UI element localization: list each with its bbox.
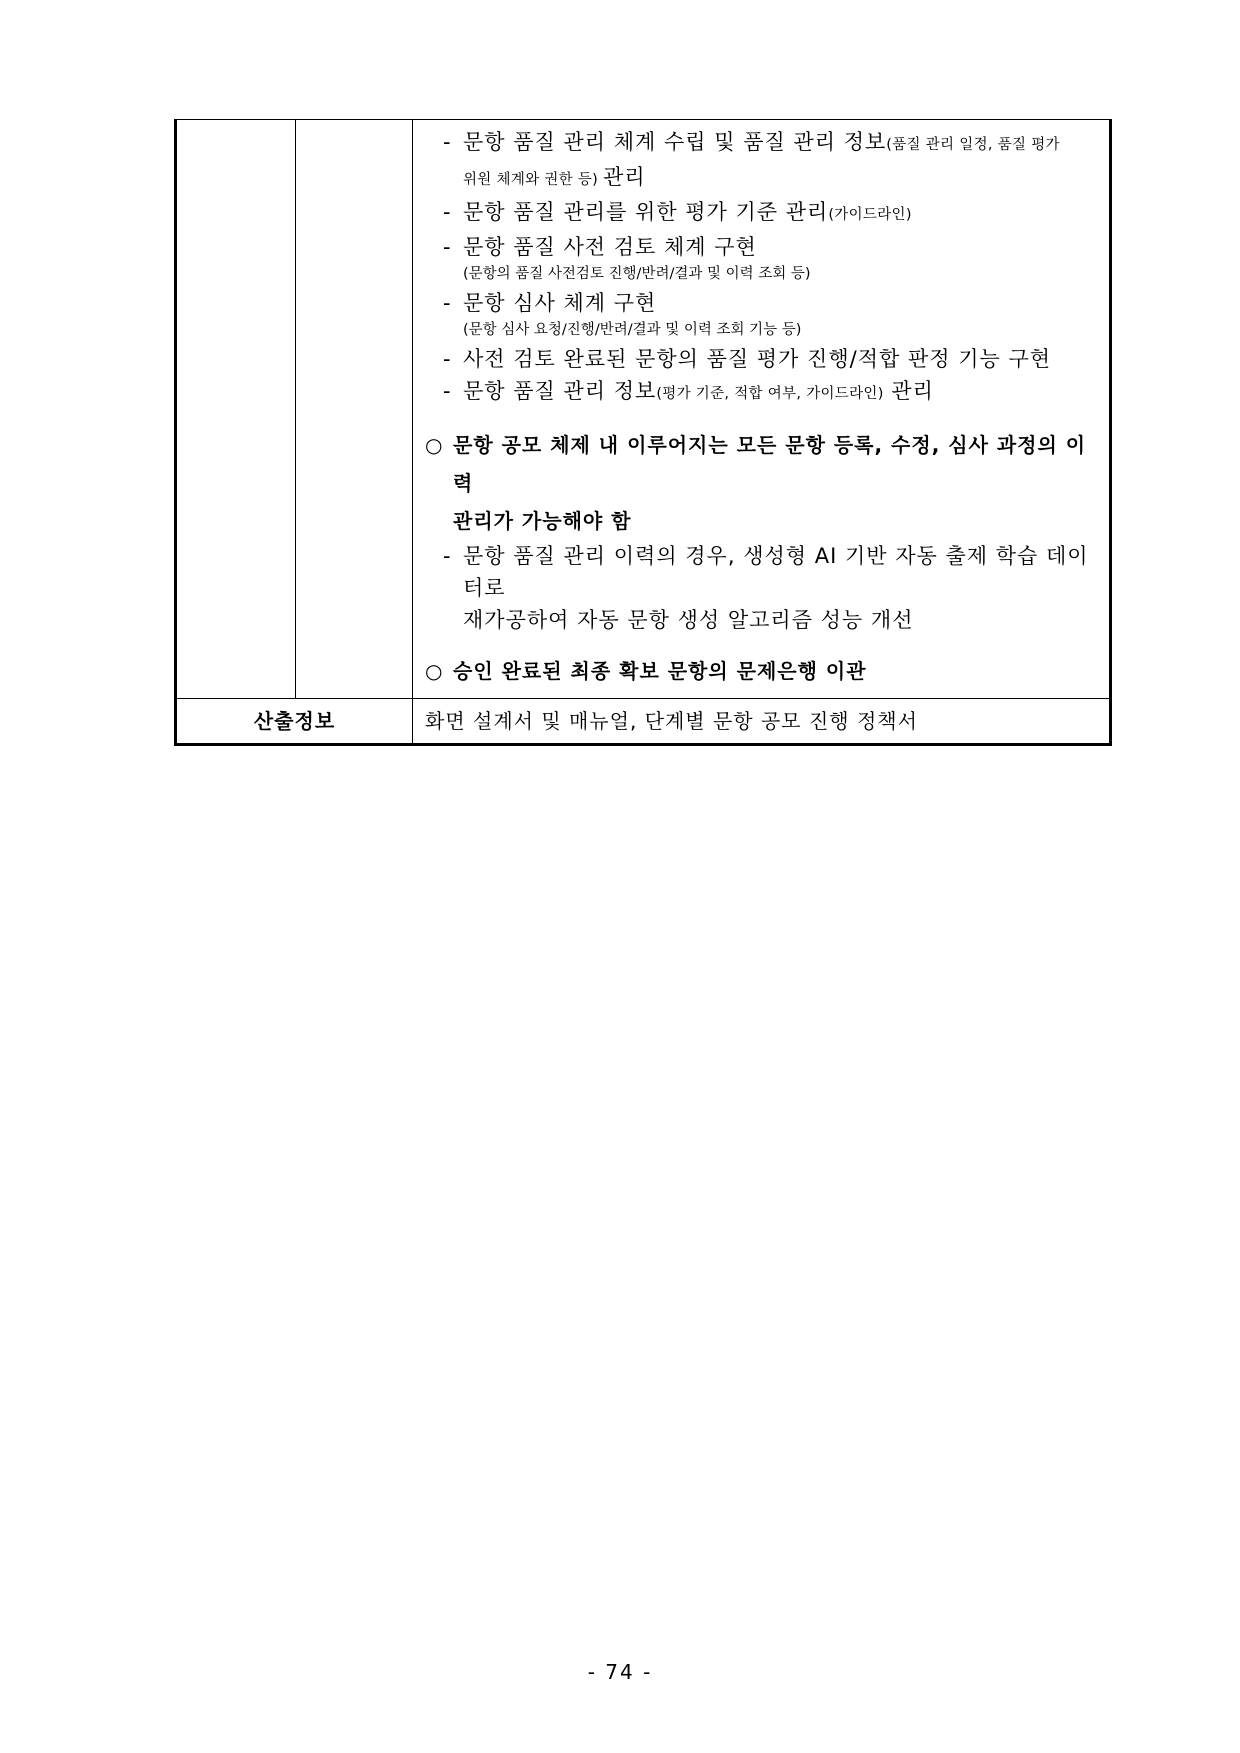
dash-bullet: - — [443, 235, 452, 259]
item-text: 사전 검토 완료된 문항의 품질 평가 진행/적합 판정 기능 구현 — [463, 347, 1052, 371]
item-text: 관리 — [603, 165, 646, 189]
circle-bullet: ○ — [425, 433, 444, 457]
item-text: 문항 품질 관리 이력의 경우, 생성형 AI 기반 자동 출제 학습 데이터로 — [463, 544, 1089, 600]
requirement-details-cell — [413, 120, 1111, 699]
list-item-continuation — [425, 161, 1099, 196]
item-subnote: (문항의 품질 사전검토 진행/반려/결과 및 이력 조회 등) — [463, 266, 811, 282]
item-text: 문항 품질 관리를 위한 평가 기준 관리 — [463, 200, 829, 224]
circle-item-line: 관리가 가능해야 함 — [453, 509, 632, 533]
item-note: 위원 체계와 권한 등) — [463, 172, 604, 188]
dash-bullet: - — [443, 130, 452, 154]
output-row — [176, 699, 1111, 745]
list-item — [425, 287, 1099, 319]
empty-cell-2 — [296, 120, 413, 699]
list-item — [425, 343, 1099, 375]
dash-bullet: - — [443, 291, 452, 315]
circle-item — [425, 652, 1099, 690]
page-number: - 74 - — [587, 1660, 653, 1684]
dash-bullet: - — [443, 347, 452, 371]
list-item — [425, 375, 1099, 410]
list-item — [425, 196, 1099, 231]
item-text: 문항 심사 체계 구현 — [463, 291, 657, 315]
circle-item-line: 승인 완료된 최종 확보 문항의 문제은행 이관 — [453, 659, 867, 683]
spacer — [425, 410, 1099, 426]
output-value: 화면 설계서 및 매뉴얼, 단계별 문항 공모 진행 정책서 — [413, 699, 1111, 745]
item-note: (품질 관리 일정, 품질 평가 — [886, 137, 1060, 153]
item-text-tail: 관리 — [883, 379, 934, 403]
item-subnote: (문항 심사 요청/진행/반려/결과 및 이력 조회 기능 등) — [463, 322, 802, 338]
content-row — [176, 120, 1111, 699]
list-item — [425, 126, 1099, 161]
item-text: 문항 품질 관리 체계 수립 및 품질 관리 정보 — [463, 130, 887, 154]
requirements-table — [174, 119, 1112, 746]
item-note: (평가 기준, 적합 여부, 가이드라인) — [656, 386, 884, 402]
spacer — [425, 636, 1099, 652]
circle-bullet: ○ — [425, 659, 444, 683]
item-text: 재가공하여 자동 문항 생성 알고리즘 성능 개선 — [463, 608, 914, 632]
list-item — [425, 540, 1099, 636]
item-text: 문항 품질 관리 정보 — [463, 379, 657, 403]
dash-bullet: - — [443, 544, 452, 568]
circle-item — [425, 426, 1099, 540]
circle-item-line: 문항 공모 체제 내 이루어지는 모든 문항 등록, 수정, 심사 과정의 이력 — [453, 433, 1087, 495]
item-text: 문항 품질 사전 검토 체계 구현 — [463, 235, 757, 259]
dash-bullet: - — [443, 379, 452, 403]
item-note: (가이드라인) — [828, 207, 912, 223]
output-label: 산출정보 — [176, 699, 413, 745]
list-item — [425, 231, 1099, 263]
dash-bullet: - — [443, 200, 452, 224]
empty-cell-1 — [176, 120, 296, 699]
